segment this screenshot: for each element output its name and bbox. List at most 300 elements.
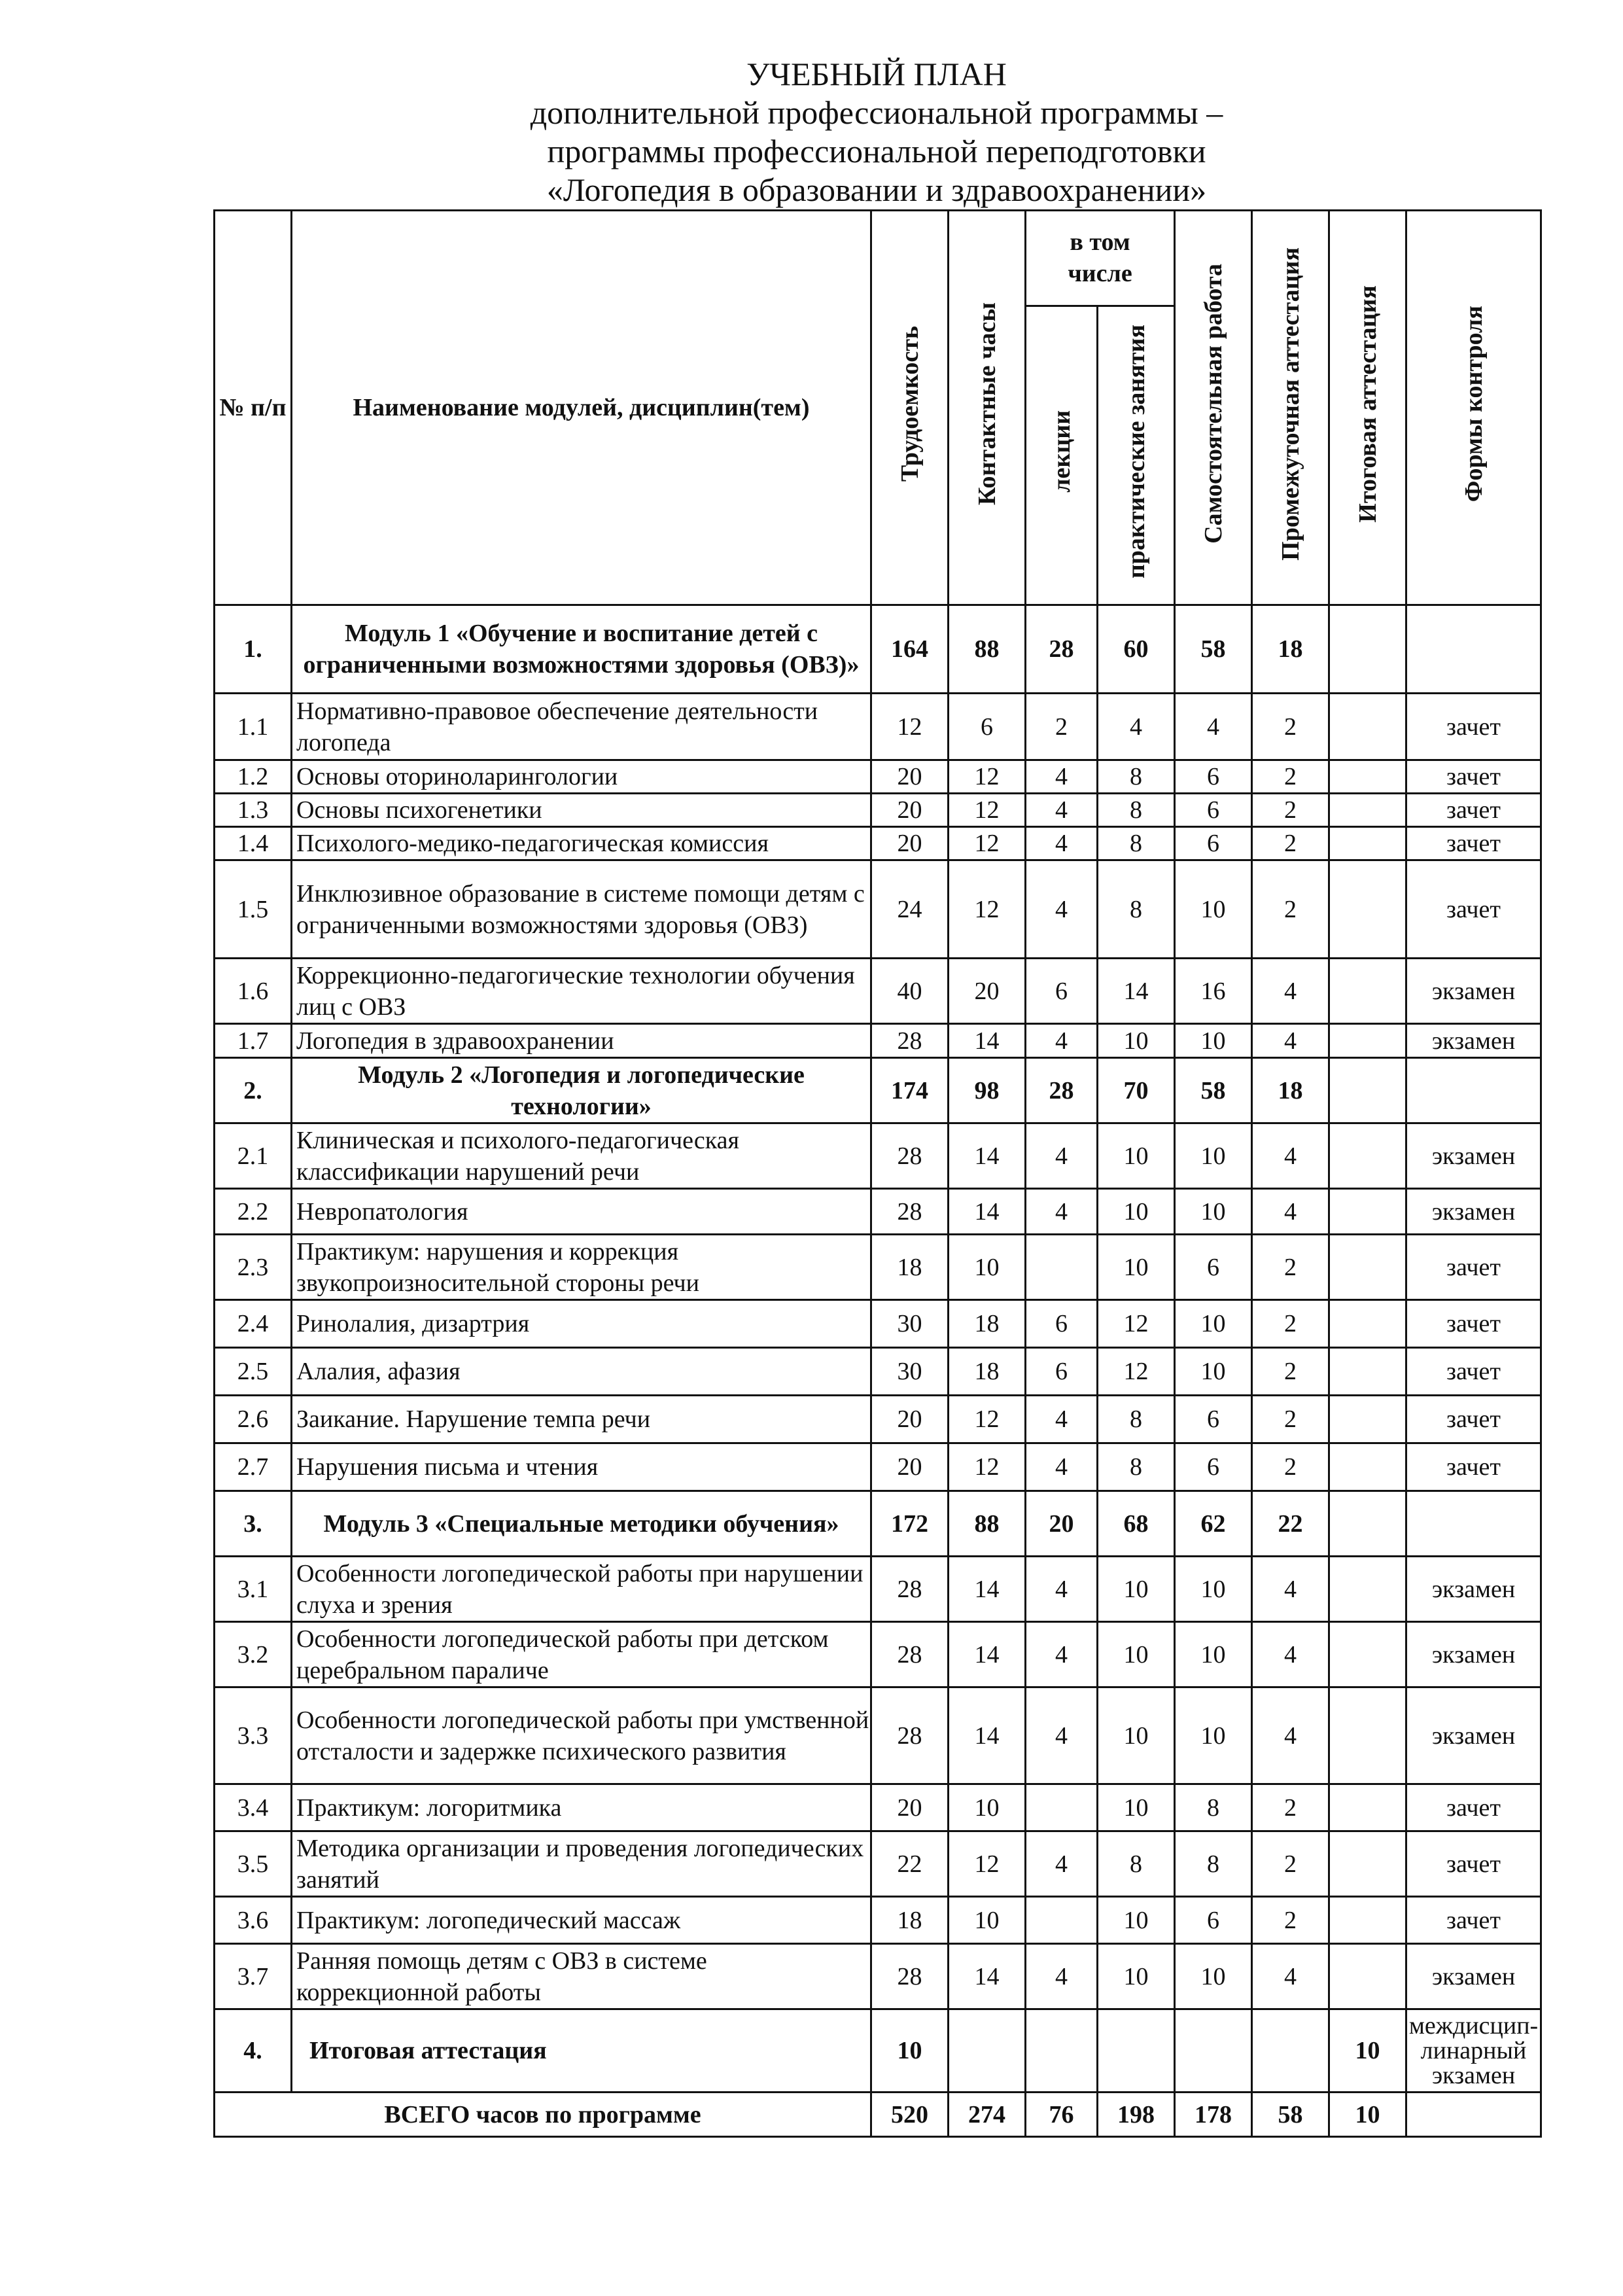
cell-intermediate: 2 <box>1252 794 1329 827</box>
cell-num: 3.4 <box>215 1784 292 1831</box>
header-intermediate <box>1252 211 1329 605</box>
cell-final <box>1329 1300 1406 1348</box>
cell-name: Заикание. Нарушение темпа речи <box>292 1396 871 1443</box>
table-row <box>215 1557 1541 1622</box>
cell-name: Основы оториноларингологии <box>292 760 871 794</box>
cell-selfwork: 6 <box>1175 827 1252 860</box>
cell-selfwork: 8 <box>1175 1784 1252 1831</box>
cell-intermediate: 58 <box>1252 2093 1329 2137</box>
cell-name: Практикум: логопедический массаж <box>292 1897 871 1944</box>
cell-control: зачет <box>1406 1831 1541 1897</box>
cell-num: 2.5 <box>215 1348 292 1396</box>
cell-contact: 14 <box>949 1557 1026 1622</box>
cell-final <box>1329 1687 1406 1784</box>
header-selfwork <box>1175 211 1252 605</box>
cell-final <box>1329 1235 1406 1300</box>
table-row <box>215 760 1541 794</box>
cell-final <box>1329 1784 1406 1831</box>
cell-practical: 12 <box>1098 1348 1175 1396</box>
cell-name: Клиническая и психолого-педагогическая классификации нарушений речи <box>292 1123 871 1189</box>
cell-lectures: 2 <box>1026 694 1098 760</box>
cell-final <box>1329 1443 1406 1491</box>
header-labor <box>871 211 949 605</box>
cell-labor: 30 <box>871 1300 949 1348</box>
cell-practical: 60 <box>1098 605 1175 694</box>
cell-contact: 10 <box>949 1784 1026 1831</box>
cell-control: зачет <box>1406 1348 1541 1396</box>
header-intermediate-text: Промежуточная аттестация <box>1276 247 1304 561</box>
cell-final <box>1329 760 1406 794</box>
cell-practical: 10 <box>1098 1123 1175 1189</box>
doc-subtitle-1: дополнительной профессиональной программы – <box>530 94 1223 131</box>
cell-selfwork: 10 <box>1175 1944 1252 2009</box>
cell-name: Практикум: нарушения и коррекция звукопроизносительной стороны речи <box>292 1235 871 1300</box>
cell-intermediate: 4 <box>1252 1189 1329 1235</box>
cell-selfwork: 4 <box>1175 694 1252 760</box>
header-contact-text: Контактные часы <box>973 302 1001 506</box>
cell-contact: 18 <box>949 1348 1026 1396</box>
header-labor-text: Трудоемкость <box>896 325 924 482</box>
cell-name: Итоговая аттестация <box>292 2009 871 2093</box>
cell-practical: 10 <box>1098 1944 1175 2009</box>
cell-control: экзамен <box>1406 1557 1541 1622</box>
cell-labor: 20 <box>871 1443 949 1491</box>
cell-control: зачет <box>1406 1300 1541 1348</box>
table-row <box>215 1944 1541 2009</box>
cell-name: Особенности логопедической работы при нарушении слуха и зрения <box>292 1557 871 1622</box>
cell-num: 1.7 <box>215 1024 292 1058</box>
cell-lectures: 4 <box>1026 1024 1098 1058</box>
cell-practical: 8 <box>1098 1443 1175 1491</box>
cell-lectures <box>1026 1235 1098 1300</box>
cell-lectures: 4 <box>1026 1831 1098 1897</box>
cell-contact: 12 <box>949 1443 1026 1491</box>
cell-name: Модуль 2 «Логопедия и логопедические технологии» <box>292 1058 871 1123</box>
cell-intermediate: 4 <box>1252 1024 1329 1058</box>
cell-labor: 28 <box>871 1189 949 1235</box>
table-row <box>215 1784 1541 1831</box>
cell-num: 3.6 <box>215 1897 292 1944</box>
cell-intermediate: 2 <box>1252 1348 1329 1396</box>
cell-num: 2.4 <box>215 1300 292 1348</box>
cell-selfwork <box>1175 2009 1252 2093</box>
cell-num: 1.1 <box>215 694 292 760</box>
cell-lectures <box>1026 1897 1098 1944</box>
cell-selfwork: 10 <box>1175 1348 1252 1396</box>
table-row <box>215 1348 1541 1396</box>
cell-final: 10 <box>1329 2093 1406 2137</box>
cell-name: Алалия, афазия <box>292 1348 871 1396</box>
cell-practical: 68 <box>1098 1491 1175 1557</box>
cell-practical: 4 <box>1098 694 1175 760</box>
cell-practical: 10 <box>1098 1189 1175 1235</box>
cell-final <box>1329 860 1406 959</box>
table-body <box>215 605 1541 2137</box>
cell-contact: 18 <box>949 1300 1026 1348</box>
table-row <box>215 1024 1541 1058</box>
cell-num: 1.2 <box>215 760 292 794</box>
cell-selfwork: 10 <box>1175 860 1252 959</box>
cell-contact: 6 <box>949 694 1026 760</box>
table-row <box>215 1443 1541 1491</box>
cell-practical: 8 <box>1098 860 1175 959</box>
cell-intermediate: 2 <box>1252 1300 1329 1348</box>
cell-lectures: 6 <box>1026 1348 1098 1396</box>
header-name: Наименование модулей, дисциплин(тем) <box>292 211 871 605</box>
cell-contact: 10 <box>949 1235 1026 1300</box>
cell-control: зачет <box>1406 794 1541 827</box>
cell-control: экзамен <box>1406 1189 1541 1235</box>
cell-contact: 12 <box>949 1831 1026 1897</box>
cell-selfwork: 6 <box>1175 1897 1252 1944</box>
cell-labor: 12 <box>871 694 949 760</box>
cell-lectures: 4 <box>1026 1687 1098 1784</box>
cell-name: Особенности логопедической работы при детском церебральном параличе <box>292 1622 871 1687</box>
cell-num: 1.6 <box>215 959 292 1024</box>
cell-labor: 20 <box>871 760 949 794</box>
cell-control: зачет <box>1406 1897 1541 1944</box>
table-row <box>215 827 1541 860</box>
cell-name: Основы психогенетики <box>292 794 871 827</box>
table-row <box>215 1897 1541 1944</box>
cell-control: экзамен <box>1406 1024 1541 1058</box>
cell-lectures: 6 <box>1026 1300 1098 1348</box>
cell-selfwork: 10 <box>1175 1557 1252 1622</box>
cell-name: Психолого-медико-педагогическая комиссия <box>292 827 871 860</box>
cell-num: 2.6 <box>215 1396 292 1443</box>
table-row <box>215 1831 1541 1897</box>
header-control-text: Формы контроля <box>1459 305 1488 503</box>
cell-lectures: 4 <box>1026 1396 1098 1443</box>
curriculum-table <box>213 209 1542 2138</box>
cell-control: экзамен <box>1406 1622 1541 1687</box>
cell-practical: 10 <box>1098 1024 1175 1058</box>
cell-lectures: 4 <box>1026 1622 1098 1687</box>
cell-labor: 40 <box>871 959 949 1024</box>
cell-final <box>1329 1058 1406 1123</box>
cell-contact: 20 <box>949 959 1026 1024</box>
cell-intermediate: 2 <box>1252 1897 1329 1944</box>
cell-final <box>1329 1024 1406 1058</box>
cell-practical: 14 <box>1098 959 1175 1024</box>
cell-final: 10 <box>1329 2009 1406 2093</box>
cell-practical: 8 <box>1098 827 1175 860</box>
cell-contact: 12 <box>949 1396 1026 1443</box>
cell-final <box>1329 794 1406 827</box>
cell-control: экзамен <box>1406 1944 1541 2009</box>
cell-contact: 14 <box>949 1123 1026 1189</box>
cell-contact: 10 <box>949 1897 1026 1944</box>
cell-control: экзамен <box>1406 1123 1541 1189</box>
cell-labor: 20 <box>871 827 949 860</box>
cell-selfwork: 10 <box>1175 1189 1252 1235</box>
cell-contact: 14 <box>949 1622 1026 1687</box>
header-control <box>1406 211 1541 605</box>
cell-final <box>1329 605 1406 694</box>
cell-contact: 12 <box>949 860 1026 959</box>
cell-intermediate: 2 <box>1252 760 1329 794</box>
cell-contact: 12 <box>949 760 1026 794</box>
cell-contact <box>949 2009 1026 2093</box>
cell-intermediate: 22 <box>1252 1491 1329 1557</box>
cell-num: 4. <box>215 2009 292 2093</box>
cell-intermediate: 2 <box>1252 1443 1329 1491</box>
cell-name: Инклюзивное образование в системе помощи детям с ограниченными возможностями здоровья (ОВЗ) <box>292 860 871 959</box>
cell-name: Логопедия в здравоохранении <box>292 1024 871 1058</box>
cell-contact: 12 <box>949 794 1026 827</box>
cell-practical: 10 <box>1098 1784 1175 1831</box>
doc-subtitle-2: программы профессиональной переподготовки <box>547 133 1206 169</box>
cell-practical: 10 <box>1098 1557 1175 1622</box>
cell-lectures: 4 <box>1026 1944 1098 2009</box>
cell-name: Особенности логопедической работы при умственной отсталости и задержке психического развития <box>292 1687 871 1784</box>
table-row <box>215 860 1541 959</box>
cell-control <box>1406 1491 1541 1557</box>
cell-selfwork: 6 <box>1175 1396 1252 1443</box>
cell-control: междисцип-линарный экзамен <box>1406 2009 1541 2093</box>
cell-control: зачет <box>1406 827 1541 860</box>
cell-control: зачет <box>1406 860 1541 959</box>
cell-labor: 20 <box>871 1784 949 1831</box>
table-row <box>215 694 1541 760</box>
header-contact <box>949 211 1026 605</box>
cell-intermediate: 18 <box>1252 605 1329 694</box>
cell-labor: 28 <box>871 1557 949 1622</box>
cell-name: Модуль 1 «Обучение и воспитание детей с ограниченными возможностями здоровья (ОВЗ)» <box>292 605 871 694</box>
cell-lectures: 4 <box>1026 1189 1098 1235</box>
cell-control: зачет <box>1406 1443 1541 1491</box>
doc-title: УЧЕБНЫЙ ПЛАН <box>746 56 1007 92</box>
table-row <box>215 959 1541 1024</box>
cell-num: 3.5 <box>215 1831 292 1897</box>
cell-intermediate: 2 <box>1252 860 1329 959</box>
cell-selfwork: 10 <box>1175 1024 1252 1058</box>
cell-practical: 198 <box>1098 2093 1175 2137</box>
cell-selfwork: 10 <box>1175 1622 1252 1687</box>
cell-control: экзамен <box>1406 959 1541 1024</box>
cell-lectures: 20 <box>1026 1491 1098 1557</box>
cell-intermediate: 2 <box>1252 1235 1329 1300</box>
cell-contact: 14 <box>949 1944 1026 2009</box>
cell-final <box>1329 1491 1406 1557</box>
cell-lectures <box>1026 1784 1098 1831</box>
cell-name: ВСЕГО часов по программе <box>215 2093 871 2137</box>
cell-intermediate <box>1252 2009 1329 2093</box>
cell-selfwork: 58 <box>1175 605 1252 694</box>
cell-selfwork: 16 <box>1175 959 1252 1024</box>
cell-selfwork: 6 <box>1175 1443 1252 1491</box>
cell-lectures: 76 <box>1026 2093 1098 2137</box>
cell-num: 2.3 <box>215 1235 292 1300</box>
header-lectures-text: лекции <box>1047 410 1075 493</box>
cell-labor: 28 <box>871 1123 949 1189</box>
cell-intermediate: 4 <box>1252 959 1329 1024</box>
cell-selfwork: 10 <box>1175 1300 1252 1348</box>
module-row <box>215 2009 1541 2093</box>
cell-selfwork: 58 <box>1175 1058 1252 1123</box>
cell-practical: 8 <box>1098 1831 1175 1897</box>
cell-lectures: 28 <box>1026 605 1098 694</box>
cell-control <box>1406 605 1541 694</box>
cell-labor: 30 <box>871 1348 949 1396</box>
cell-name: Методика организации и проведения логопедических занятий <box>292 1831 871 1897</box>
header-practical <box>1098 306 1175 605</box>
header-practical-text: практические занятия <box>1122 324 1150 578</box>
table-row <box>215 1622 1541 1687</box>
cell-selfwork: 62 <box>1175 1491 1252 1557</box>
cell-lectures: 4 <box>1026 1123 1098 1189</box>
cell-intermediate: 4 <box>1252 1622 1329 1687</box>
cell-final <box>1329 1622 1406 1687</box>
cell-labor: 18 <box>871 1235 949 1300</box>
cell-labor: 10 <box>871 2009 949 2093</box>
cell-name: Нормативно-правовое обеспечение деятельности логопеда <box>292 694 871 760</box>
table-row <box>215 1396 1541 1443</box>
cell-final <box>1329 1396 1406 1443</box>
header-final <box>1329 211 1406 605</box>
cell-num: 2. <box>215 1058 292 1123</box>
cell-lectures: 4 <box>1026 1443 1098 1491</box>
title-block <box>213 55 1540 209</box>
cell-num: 1.4 <box>215 827 292 860</box>
cell-lectures: 4 <box>1026 860 1098 959</box>
cell-practical: 8 <box>1098 1396 1175 1443</box>
cell-name: Нарушения письма и чтения <box>292 1443 871 1491</box>
cell-labor: 22 <box>871 1831 949 1897</box>
cell-num: 1.5 <box>215 860 292 959</box>
cell-selfwork: 6 <box>1175 794 1252 827</box>
cell-num: 3. <box>215 1491 292 1557</box>
module-row <box>215 1058 1541 1123</box>
cell-lectures: 28 <box>1026 1058 1098 1123</box>
cell-contact: 14 <box>949 1024 1026 1058</box>
cell-intermediate: 4 <box>1252 1944 1329 2009</box>
table-row <box>215 794 1541 827</box>
cell-final <box>1329 1189 1406 1235</box>
cell-lectures: 4 <box>1026 1557 1098 1622</box>
cell-num: 3.3 <box>215 1687 292 1784</box>
cell-selfwork: 10 <box>1175 1687 1252 1784</box>
cell-practical <box>1098 2009 1175 2093</box>
cell-final <box>1329 1944 1406 2009</box>
cell-name: Ринолалия, дизартрия <box>292 1300 871 1348</box>
cell-practical: 10 <box>1098 1622 1175 1687</box>
table-row <box>215 1300 1541 1348</box>
cell-contact: 274 <box>949 2093 1026 2137</box>
cell-lectures: 6 <box>1026 959 1098 1024</box>
cell-control: экзамен <box>1406 1687 1541 1784</box>
cell-contact: 12 <box>949 827 1026 860</box>
cell-final <box>1329 1831 1406 1897</box>
cell-final <box>1329 1123 1406 1189</box>
cell-labor: 28 <box>871 1944 949 2009</box>
cell-control <box>1406 1058 1541 1123</box>
cell-intermediate: 2 <box>1252 827 1329 860</box>
cell-control: зачет <box>1406 1784 1541 1831</box>
cell-num: 2.2 <box>215 1189 292 1235</box>
doc-subtitle-3: «Логопедия в образовании и здравоохранении» <box>546 171 1207 208</box>
cell-contact: 14 <box>949 1189 1026 1235</box>
cell-control: зачет <box>1406 1235 1541 1300</box>
cell-selfwork: 8 <box>1175 1831 1252 1897</box>
cell-selfwork: 178 <box>1175 2093 1252 2137</box>
header-lectures <box>1026 306 1098 605</box>
cell-intermediate: 2 <box>1252 1784 1329 1831</box>
cell-control <box>1406 2093 1541 2137</box>
cell-final <box>1329 959 1406 1024</box>
cell-lectures <box>1026 2009 1098 2093</box>
cell-practical: 8 <box>1098 760 1175 794</box>
cell-num: 3.1 <box>215 1557 292 1622</box>
header-final-text: Итоговая аттестация <box>1353 285 1382 523</box>
cell-final <box>1329 827 1406 860</box>
total-row <box>215 2093 1541 2137</box>
table-row <box>215 1123 1541 1189</box>
cell-control: зачет <box>1406 760 1541 794</box>
cell-practical: 10 <box>1098 1897 1175 1944</box>
cell-practical: 70 <box>1098 1058 1175 1123</box>
module-row <box>215 1491 1541 1557</box>
cell-control: зачет <box>1406 1396 1541 1443</box>
cell-labor: 164 <box>871 605 949 694</box>
cell-intermediate: 4 <box>1252 1687 1329 1784</box>
cell-selfwork: 6 <box>1175 760 1252 794</box>
cell-intermediate: 4 <box>1252 1557 1329 1622</box>
cell-selfwork: 6 <box>1175 1235 1252 1300</box>
cell-final <box>1329 1557 1406 1622</box>
cell-labor: 28 <box>871 1622 949 1687</box>
cell-name: Невропатология <box>292 1189 871 1235</box>
cell-labor: 18 <box>871 1897 949 1944</box>
cell-labor: 520 <box>871 2093 949 2137</box>
cell-final <box>1329 1897 1406 1944</box>
cell-name: Коррекционно-педагогические технологии обучения лиц с ОВЗ <box>292 959 871 1024</box>
cell-num: 1. <box>215 605 292 694</box>
cell-name: Ранняя помощь детям с ОВЗ в системе коррекционной работы <box>292 1944 871 2009</box>
cell-labor: 20 <box>871 1396 949 1443</box>
module-row <box>215 605 1541 694</box>
table-row <box>215 1189 1541 1235</box>
cell-practical: 8 <box>1098 794 1175 827</box>
cell-labor: 20 <box>871 794 949 827</box>
cell-lectures: 4 <box>1026 760 1098 794</box>
header-including: в том числе <box>1026 211 1175 306</box>
cell-intermediate: 2 <box>1252 694 1329 760</box>
cell-intermediate: 18 <box>1252 1058 1329 1123</box>
cell-practical: 10 <box>1098 1235 1175 1300</box>
cell-labor: 174 <box>871 1058 949 1123</box>
cell-practical: 10 <box>1098 1687 1175 1784</box>
header-selfwork-text: Самостоятельная работа <box>1199 264 1227 544</box>
cell-name: Модуль 3 «Специальные методики обучения» <box>292 1491 871 1557</box>
cell-lectures: 4 <box>1026 827 1098 860</box>
cell-labor: 28 <box>871 1024 949 1058</box>
cell-contact: 88 <box>949 1491 1026 1557</box>
cell-num: 2.1 <box>215 1123 292 1189</box>
cell-intermediate: 4 <box>1252 1123 1329 1189</box>
cell-intermediate: 2 <box>1252 1831 1329 1897</box>
cell-labor: 28 <box>871 1687 949 1784</box>
cell-contact: 14 <box>949 1687 1026 1784</box>
cell-lectures: 4 <box>1026 794 1098 827</box>
cell-practical: 12 <box>1098 1300 1175 1348</box>
table-row <box>215 1235 1541 1300</box>
cell-control: зачет <box>1406 694 1541 760</box>
header-num: № п/п <box>215 211 292 605</box>
cell-intermediate: 2 <box>1252 1396 1329 1443</box>
cell-contact: 88 <box>949 605 1026 694</box>
cell-selfwork: 10 <box>1175 1123 1252 1189</box>
